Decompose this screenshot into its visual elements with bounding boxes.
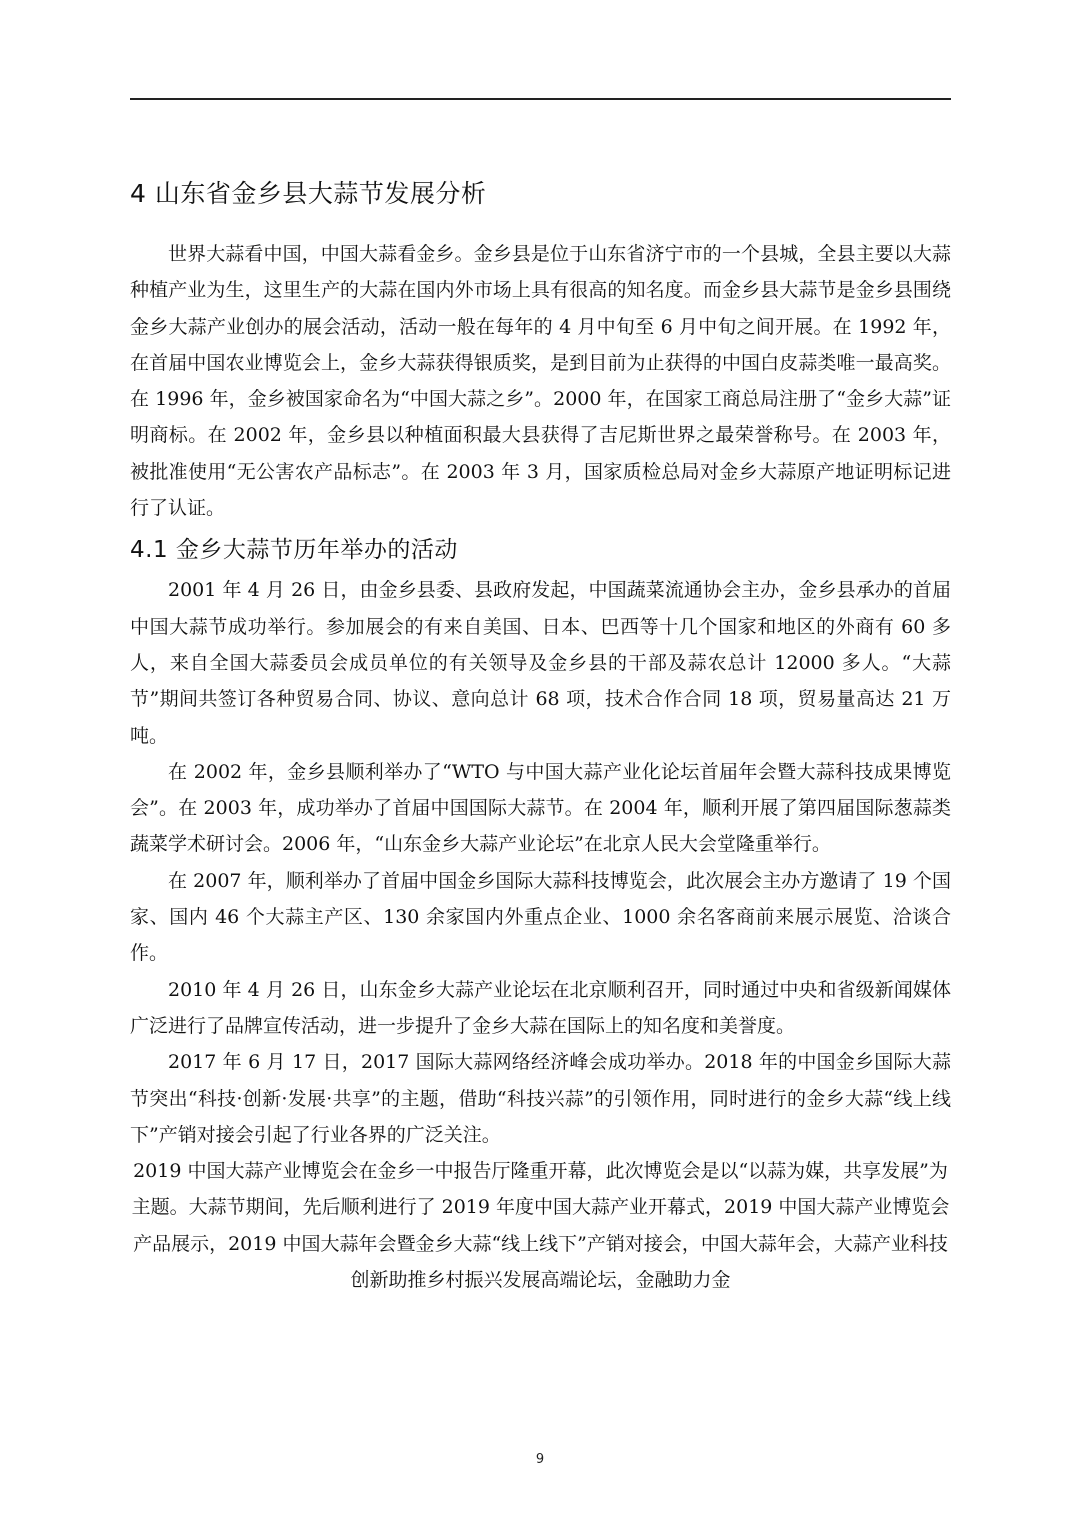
activity-paragraph-2010: 2010 年 4 月 26 日，山东金乡大蒜产业论坛在北京顺利召开，同时通过中央和省级新闻媒体广泛进行了品牌宣传活动，进一步提升了金乡大蒜在国际上的知名度和美誉度。 <box>130 978 951 1037</box>
activity-paragraph-2002: 在 2002 年，金乡县顺利举办了“WTO 与中国大蒜产业化论坛首届年会暨大蒜科技成果博览会”。在 2003 年，成功举办了首届中国国际大蒜节。在 2004 年，顺利开展了第四届国际葱蒜类蔬菜学术研讨会。2006 年，“山东金乡大蒜产业论坛”在北京人民大会堂隆重举行。 <box>130 760 951 856</box>
intro-paragraph: 世界大蒜看中国，中国大蒜看金乡。金乡县是位于山东省济宁市的一个县城，全县主要以大蒜种植产业为生，这里生产的大蒜在国内外市场上具有很高的知名度。而金乡县大蒜节是金乡县围绕金乡大蒜产业创办的展会活动，活动一般在每年的 4 月中旬至 6 月中旬之间开展。在 1992 年，在首届中国农业博览会上，金乡大蒜获得银质奖，是到目前为止获得的中国白皮蒜类唯一最高奖。在 1996 年，金乡被国家命名为“中国大蒜之乡”。2000 年，在国家工商总局注册了“金乡大蒜”证明商标。在 2002 年，金乡县以种植面积最大县获得了吉尼斯世界之最荣誉称号。在 2003 年，被批准使用“无公害农产品标志”。在 2003 年 3 月，国家质检总局对金乡大蒜原产地证明标记进行了认证。 <box>130 243 951 520</box>
section-title: 4 山东省金乡县大蒜节发展分析 <box>130 179 487 208</box>
header-rule <box>130 98 951 100</box>
activity-paragraph-2017: 2017 年 6 月 17 日，2017 国际大蒜网络经济峰会成功举办。2018 年的中国金乡国际大蒜节突出“科技·创新·发展·共享”的主题，借助“科技兴蒜”的引领作用，同时进行的金乡大蒜“线上线下”产销对接会引起了行业各界的广泛关注。 <box>130 1051 951 1146</box>
activity-paragraph-2019: 2019 中国大蒜产业博览会在金乡一中报告厅隆重开幕，此次博览会是以“以蒜为媒，共享发展”为主题。大蒜节期间，先后顺利进行了 2019 年度中国大蒜产业开幕式，2019 中国大蒜产业博览会产品展示，2019 中国大蒜年会暨金乡大蒜“线上线下”产销对接会，中国大蒜年会，大蒜产业科技创新助推乡村振兴发展高端论坛，金融助力金 <box>131 1160 950 1292</box>
activity-paragraph-2001: 2001 年 4 月 26 日，由金乡县委、县政府发起，中国蔬菜流通协会主办，金乡县承办的首届中国大蒜节成功举行。参加展会的有来自美国、日本、巴西等十几个国家和地区的外商有 60 多人，来自全国大蒜委员会成员单位的有关领导及金乡县的干部及蒜农总计 12000 多人。“大蒜节”期间共签订各种贸易合同、协议、意向总计 68 项，技术合作合同 18 项，贸易量高达 21 万吨。 <box>130 579 951 747</box>
document-body <box>130 172 951 1298</box>
subsection-title: 4.1 金乡大蒜节历年举办的活动 <box>130 537 458 564</box>
activity-paragraph-2007: 在 2007 年，顺利举办了首届中国金乡国际大蒜科技博览会，此次展会主办方邀请了 19 个国家、国内 46 个大蒜主产区、130 余家国内外重点企业、1000 余名客商前来展示展览、洽谈合作。 <box>130 869 951 965</box>
page-number: 9 <box>535 1452 545 1467</box>
